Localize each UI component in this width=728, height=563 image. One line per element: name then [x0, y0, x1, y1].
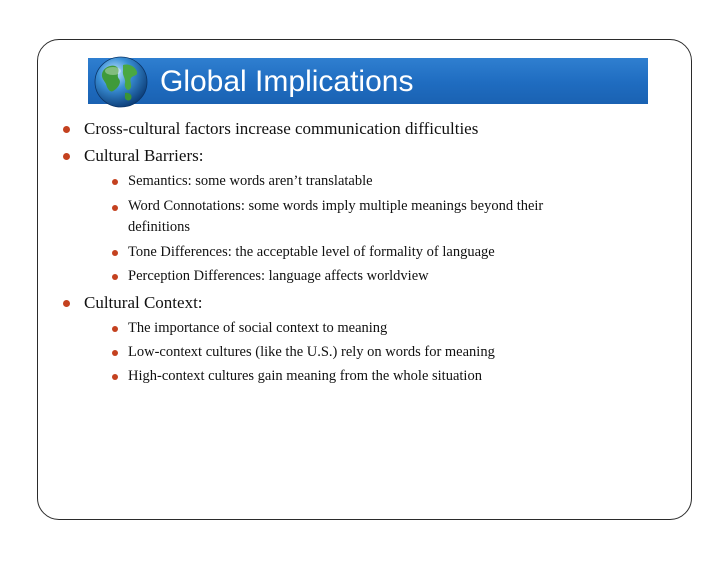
list-item: [62, 172, 662, 191]
bullet-dot-icon: [112, 205, 118, 211]
list-item: [62, 118, 662, 139]
list-item: [62, 267, 662, 286]
list-item-text: Cross-cultural factors increase communication difficulties: [84, 119, 479, 138]
bullet-dot-icon: [63, 153, 70, 160]
list-item: [62, 343, 662, 362]
list-item: [62, 292, 662, 313]
list-item-text: Word Connotations: some words imply multiple meanings beyond their definitions: [128, 198, 544, 235]
bullet-dot-icon: [112, 250, 118, 256]
list-item: [62, 145, 662, 166]
list-item-text: Perception Differences: language affects worldview: [128, 268, 429, 284]
globe-icon: [89, 53, 153, 109]
list-item-text: Cultural Context:: [84, 293, 203, 312]
list-item: [62, 367, 662, 386]
bullet-dot-icon: [112, 179, 118, 185]
list-item-text: Cultural Barriers:: [84, 146, 204, 165]
list-item-text: The importance of social context to meaning: [128, 320, 388, 336]
list-item-text: Low-context cultures (like the U.S.) rely on words for meaning: [128, 344, 495, 360]
list-item-text: Semantics: some words aren’t translatable: [128, 173, 373, 189]
list-item-text: High-context cultures gain meaning from the whole situation: [128, 368, 482, 384]
bullet-dot-icon: [112, 374, 118, 380]
bullet-list: [62, 118, 662, 386]
list-item: [62, 319, 662, 338]
list-item-text: Tone Differences: the acceptable level of formality of language: [128, 244, 495, 260]
bullet-dot-icon: [112, 326, 118, 332]
bullet-dot-icon: [63, 126, 70, 133]
bullet-dot-icon: [112, 350, 118, 356]
list-item: [62, 243, 662, 262]
list-item: [62, 196, 662, 238]
bullet-dot-icon: [112, 274, 118, 280]
slide-title: Global Implications: [160, 65, 414, 98]
bullet-dot-icon: [63, 300, 70, 307]
